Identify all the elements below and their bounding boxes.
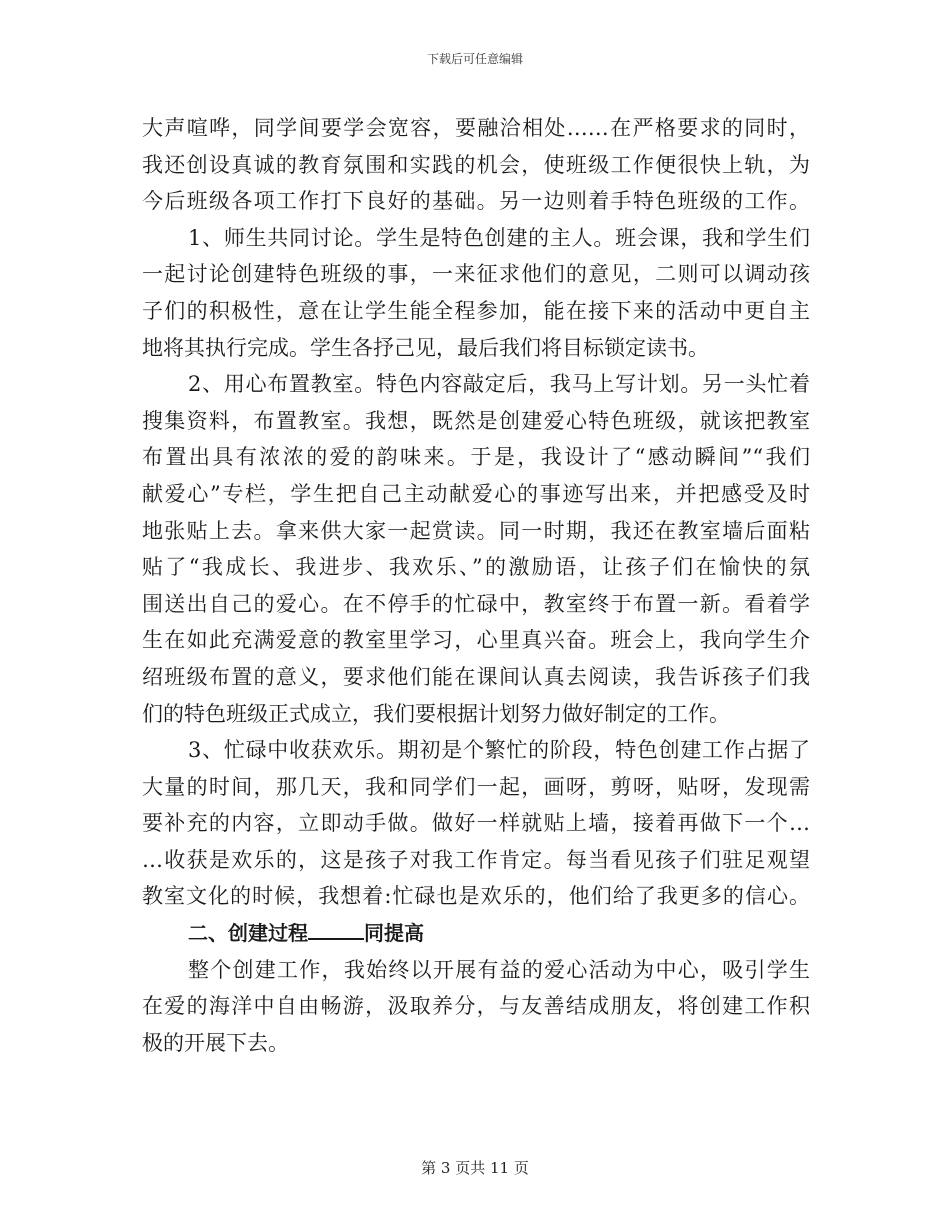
page-header: 下载后可任意编辑 [426,52,523,66]
text-line: 整个创建工作，我始终以开展有益的爱心活动为中心，吸引学生 [188,957,810,982]
text-line: 一起讨论创建特色班级的事，一来征求他们的意见，二则可以调动孩 [142,262,810,287]
text-line: …收获是欢乐的，这是孩子对我工作肯定。每当看见孩子们驻足观望 [142,847,810,872]
text-line: 们的特色班级正式成立，我们要根据计划努力做好制定的工作。 [142,701,730,726]
text-line: 在爱的海洋中自由畅游，汲取养分，与友善结成朋友，将创建工作积 [142,994,810,1019]
text-line: 献爱心”专栏，学生把自己主动献爱心的事迹写出来，并把感受及时 [142,481,810,506]
page-number: 第 3 页共 11 页 [421,1159,529,1177]
text-line: 绍班级布置的意义，要求他们能在课间认真去阅读，我告诉孩子们我 [142,664,810,689]
text-line: 地将其执行完成。学生各抒己见，最后我们将目标锁定读书。 [142,335,709,360]
section-heading-label: 二、创建过程 [188,921,308,946]
text-line: 搜集资料，布置教室。我想，既然是创建爱心特色班级，就该把教室 [142,408,810,433]
text-line: 大声喧哗，同学间要学会宽容，要融洽相处……在严格要求的同时， [142,116,810,140]
text-line: 布置出具有浓浓的爱的韵味来。于是，我设计了“感动瞬间”“我们 [142,445,810,470]
text-line: 大量的时间，那几天，我和同学们一起，画呀，剪呀，贴呀，发现需 [142,774,810,799]
paragraph-heading-2: 2、用心布置教室。特色内容敲定后，我马上写计划。另一头忙着 [188,372,810,397]
underline-blank [308,920,364,940]
text-line: 今后班级各项工作打下良好的基础。另一边则着手特色班级的工作。 [142,189,810,214]
text-line: 地张贴上去。拿来供大家一起赏读。同一时期，我还在教室墙后面粘 [142,518,810,543]
text-line: 教室文化的时候，我想着:忙碌也是欢乐的，他们给了我更多的信心。 [142,884,810,909]
section-heading-suffix: 同提高 [364,921,424,946]
text-line: 子们的积极性，意在让学生能全程参加，能在接下来的活动中更自主 [142,298,810,323]
text-line: 生在如此充满爱意的教室里学习，心里真兴奋。班会上，我向学生介 [142,628,810,653]
text-line: 要补充的内容，立即动手做。做好一样就贴上墙，接着再做下一个… [142,811,810,836]
section-heading [142,915,810,952]
text-line: 极的开展下去。 [142,1030,289,1055]
paragraph-heading-1: 1、师生共同讨论。学生是特色创建的主人。班会课，我和学生们 [188,225,810,250]
text-line: 贴了“我成长、我进步、我欢乐、”的激励语，让孩子们在愉快的氛 [142,555,810,580]
text-line: 围送出自己的爱心。在不停手的忙碌中，教室终于布置一新。看着学 [142,591,810,616]
document-body [142,110,810,1061]
text-line: 我还创设真诚的教育氛围和实践的机会，使班级工作便很快上轨，为 [142,152,810,177]
paragraph-heading-3: 3、忙碌中收获欢乐。期初是个繁忙的阶段，特色创建工作占据了 [188,738,810,763]
